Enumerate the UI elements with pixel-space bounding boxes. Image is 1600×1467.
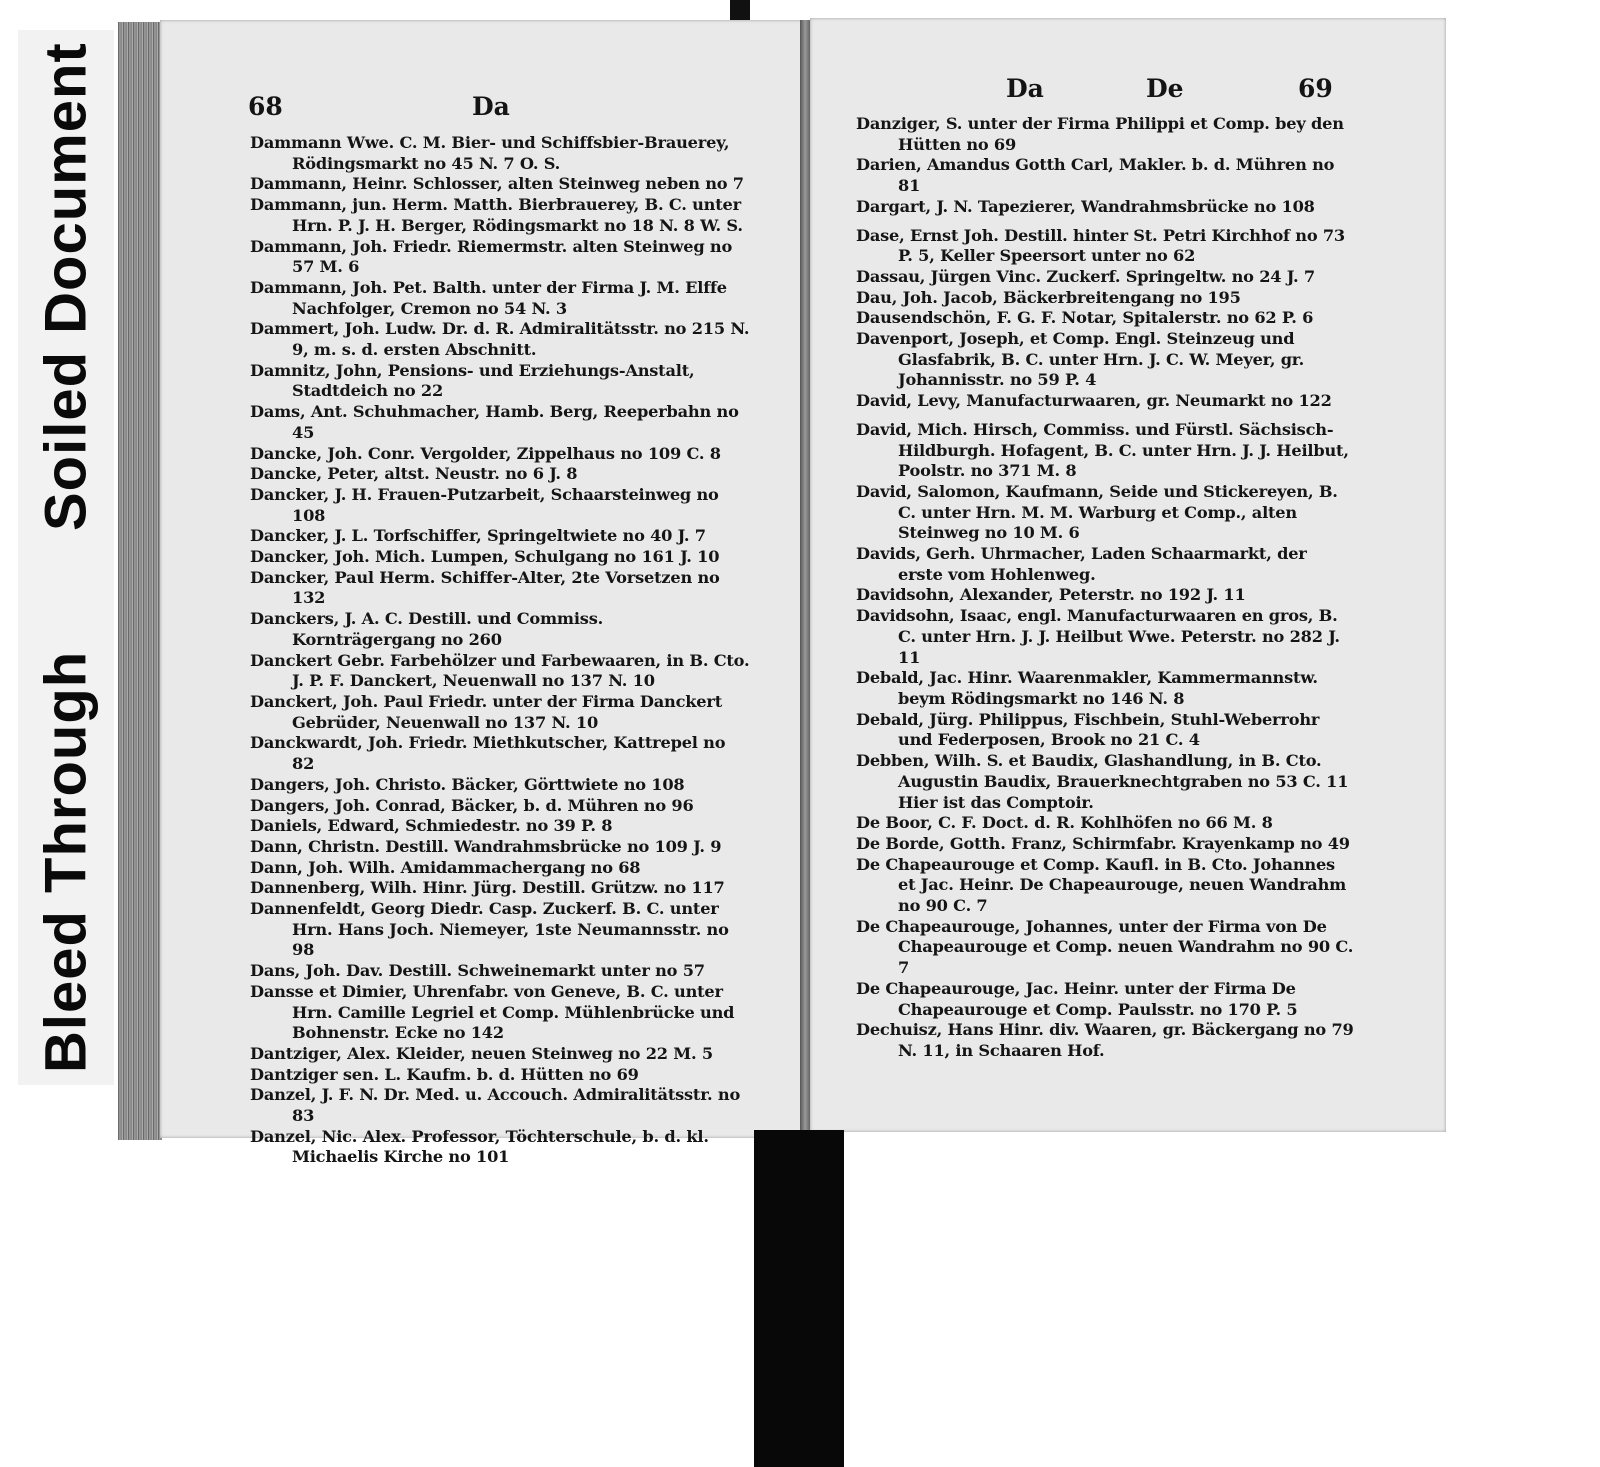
directory-entry: Dancker, J. L. Torfschiffer, Springeltwiete no 40 J. 7	[250, 526, 706, 546]
directory-entry: Dau, Joh. Jacob, Bäckerbreitengang no 195	[856, 287, 1241, 307]
directory-entry: De Chapeaurouge et Comp. Kaufl. in B. Cto. Johannes et Jac. Heinr. De Chapeaurouge, neuen Wandrahm no 90 C. 7	[856, 854, 1347, 916]
directory-entry: Dansse et Dimier, Uhrenfabr. von Geneve, B. C. unter Hrn. Camille Legriel et Comp. Mühlenbrücke und Bohnenstr. Ecke no 142	[250, 981, 735, 1043]
directory-entry: De Boor, C. F. Doct. d. R. Kohlhöfen no 66 M. 8	[856, 813, 1273, 833]
directory-entry: Daniels, Edward, Schmiedestr. no 39 P. 8	[250, 816, 613, 836]
directory-entry: Dans, Joh. Dav. Destill. Schweinemarkt unter no 57	[250, 961, 705, 981]
sidebar-label-panel	[18, 30, 114, 1085]
directory-entry: Dangers, Joh. Conrad, Bäcker, b. d. Mühren no 96	[250, 795, 694, 815]
bookmark-ribbon-top	[730, 0, 750, 22]
directory-entry: De Borde, Gotth. Franz, Schirmfabr. Krayenkamp no 49	[856, 833, 1350, 853]
directory-entry: Danzel, J. F. N. Dr. Med. u. Accouch. Admiralitätsstr. no 83	[250, 1085, 741, 1126]
directory-entry: Dausendschön, F. G. F. Notar, Spitalerstr. no 62 P. 6	[856, 308, 1314, 328]
directory-entry: Davids, Gerh. Uhrmacher, Laden Schaarmarkt, der erste vom Hohlenweg.	[856, 544, 1307, 584]
directory-entry: Danckwardt, Joh. Friedr. Miethkutscher, Kattrepel no 82	[250, 733, 726, 774]
directory-entry: Dase, Ernst Joh. Destill. hinter St. Petri Kirchhof no 73 P. 5, Keller Speersort unter no 62	[856, 225, 1345, 266]
directory-entry: Dannenberg, Wilh. Hinr. Jürg. Destill. Grützw. no 117	[250, 878, 725, 898]
directory-entry: Debben, Wilh. S. et Baudix, Glashandlung, in B. Cto. Augustin Baudix, Brauerknechtgraben no 53 C. 11 Hier ist das Comptoir.	[856, 751, 1349, 812]
directory-entry: Dammann Wwe. C. M. Bier- und Schiffsbier-Brauerey, Rödingsmarkt no 45 N. 7 O. S.	[250, 133, 730, 173]
directory-entry: David, Salomon, Kaufmann, Seide und Stickereyen, B. C. unter Hrn. M. M. Warburg et Comp., alten Steinweg no 10 M. 6	[856, 481, 1338, 543]
directory-entry: Dammann, Joh. Pet. Balth. unter der Firma J. M. Elffe Nachfolger, Cremon no 54 N. 3	[250, 277, 727, 318]
running-head-right-da: Da	[1006, 74, 1044, 103]
directory-entry: Debald, Jac. Hinr. Waarenmakler, Kammermannstw. beym Rödingsmarkt no 146 N. 8	[856, 668, 1318, 708]
directory-entry: Danckert Gebr. Farbehölzer und Farbewaaren, in B. Cto. J. P. F. Danckert, Neuenwall no 137 N. 10	[250, 650, 750, 691]
bleed-through-label: Bleed Through	[33, 650, 99, 1073]
directory-entry: Dassau, Jürgen Vinc. Zuckerf. Springeltw. no 24 J. 7	[856, 266, 1315, 286]
directory-entry: Dargart, J. N. Tapezierer, Wandrahmsbrücke no 108	[856, 196, 1315, 216]
directory-entry: Dantziger sen. L. Kaufm. b. d. Hütten no 69	[250, 1064, 639, 1084]
bookmark-ribbon-bottom	[754, 1130, 844, 1467]
directory-entry: Dammann, Heinr. Schlosser, alten Steinweg neben no 7	[250, 174, 744, 194]
page-number-right: 69	[1298, 74, 1333, 103]
directory-entry: Davenport, Joseph, et Comp. Engl. Steinzeug und Glasfabrik, B. C. unter Hrn. J. C. W. Meyer, gr. Johannisstr. no 59 P. 4	[856, 329, 1305, 390]
directory-entry: Dammert, Joh. Ludw. Dr. d. R. Admiralitätsstr. no 215 N. 9, m. s. d. ersten Abschnitt.	[250, 319, 750, 360]
directory-entry: Dangers, Joh. Christo. Bäcker, Görttwiete no 108	[250, 774, 685, 794]
directory-entry: Damnitz, John, Pensions- und Erziehungs-Anstalt, Stadtdeich no 22	[250, 360, 695, 401]
book-gutter	[800, 20, 810, 1138]
soiled-document-label: Soiled Document	[33, 42, 99, 531]
right-entries-list	[856, 114, 1356, 1062]
directory-entry: Dammann, jun. Herm. Matth. Bierbrauerey, B. C. unter Hrn. P. J. H. Berger, Rödingsmarkt no 18 N. 8 W. S.	[250, 195, 743, 235]
running-head-left: Da	[472, 92, 510, 121]
directory-entry: Dancker, Paul Herm. Schiffer-Alter, 2te Vorsetzen no 132	[250, 567, 720, 608]
directory-entry: Dann, Joh. Wilh. Amidammachergang no 68	[250, 857, 641, 877]
directory-entry: David, Mich. Hirsch, Commiss. und Fürstl. Sächsisch-Hildburgh. Hofagent, B. C. unter Hrn. J. J. Heilbut, Poolstr. no 371 M. 8	[856, 419, 1349, 481]
directory-entry: Darien, Amandus Gotth Carl, Makler. b. d. Mühren no 81	[856, 155, 1335, 196]
running-head-right-de: De	[1146, 74, 1184, 103]
directory-entry: Dantziger, Alex. Kleider, neuen Steinweg no 22 M. 5	[250, 1043, 713, 1063]
directory-entry: Dechuisz, Hans Hinr. div. Waaren, gr. Bäckergang no 79 N. 11, in Schaaren Hof.	[856, 1020, 1354, 1060]
left-entries-list	[250, 133, 750, 1168]
directory-entry: Danzel, Nic. Alex. Professor, Töchterschule, b. d. kl. Michaelis Kirche no 101	[250, 1126, 709, 1167]
directory-entry: Dann, Christn. Destill. Wandrahmsbrücke no 109 J. 9	[250, 836, 722, 856]
directory-entry: Dancker, Joh. Mich. Lumpen, Schulgang no 161 J. 10	[250, 547, 720, 567]
page-number-left: 68	[248, 92, 283, 121]
directory-entry: David, Levy, Manufacturwaaren, gr. Neumarkt no 122	[856, 391, 1332, 411]
directory-entry: De Chapeaurouge, Jac. Heinr. unter der Firma De Chapeaurouge et Comp. Paulsstr. no 170 P. 5	[856, 978, 1298, 1019]
directory-entry: Danziger, S. unter der Firma Philippi et Comp. bey den Hütten no 69	[856, 114, 1344, 154]
directory-entry: Danckert, Joh. Paul Friedr. unter der Firma Danckert Gebrüder, Neuenwall no 137 N. 10	[250, 691, 722, 732]
sidebar-label	[18, 30, 114, 1085]
directory-entry: De Chapeaurouge, Johannes, unter der Firma von De Chapeaurouge et Comp. neuen Wandrahm no 90 C. 7	[856, 916, 1354, 978]
directory-entry: Dancke, Peter, altst. Neustr. no 6 J. 8	[250, 464, 578, 484]
directory-entry: Davidsohn, Alexander, Peterstr. no 192 J. 11	[856, 585, 1246, 605]
directory-entry: Dancker, J. H. Frauen-Putzarbeit, Schaarsteinweg no 108	[250, 484, 719, 525]
directory-entry: Danckers, J. A. C. Destill. und Commiss. Kornträgergang no 260	[250, 609, 604, 649]
book-page-edges	[118, 22, 162, 1140]
directory-entry: Davidsohn, Isaac, engl. Manufacturwaaren en gros, B. C. unter Hrn. J. J. Heilbut Wwe. Peterstr. no 282 J. 11	[856, 606, 1340, 667]
directory-entry: Dams, Ant. Schuhmacher, Hamb. Berg, Reeperbahn no 45	[250, 402, 739, 442]
directory-entry: Dancke, Joh. Conr. Vergolder, Zippelhaus no 109 C. 8	[250, 443, 721, 463]
directory-entry: Dammann, Joh. Friedr. Riemermstr. alten Steinweg no 57 M. 6	[250, 236, 733, 277]
right-page	[810, 18, 1446, 1132]
directory-entry: Debald, Jürg. Philippus, Fischbein, Stuhl-Weberrohr und Federposen, Brook no 21 C. 4	[856, 709, 1320, 750]
directory-entry: Dannenfeldt, Georg Diedr. Casp. Zuckerf. B. C. unter Hrn. Hans Joch. Niemeyer, 1ste Neumannsstr. no 98	[250, 899, 729, 960]
left-page	[160, 20, 804, 1167]
